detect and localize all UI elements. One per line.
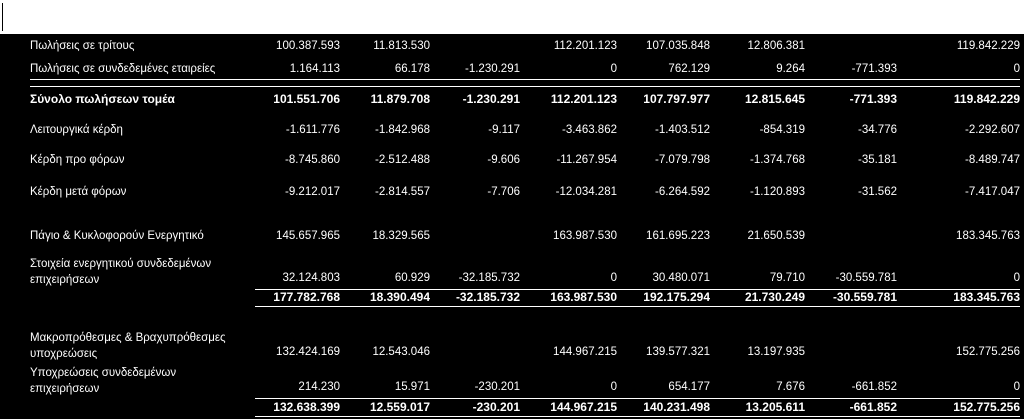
table-cell: 11.813.530 [373,40,430,52]
table-cell: -661.852 [851,381,897,393]
table-cell: 144.967.215 [553,346,617,358]
table-cell: 12.559.017 [369,400,430,414]
table-cell: 32.124.803 [282,272,340,284]
row-label: Λειτουργικά κέρδη [30,124,123,136]
underline-rule [30,86,1020,87]
table-row [0,92,1024,110]
table-row [0,230,1024,246]
table-cell: -1.120.893 [750,186,805,198]
table-cell: 183.345.763 [953,290,1020,304]
table-cell: 15.971 [394,381,430,393]
table-cell: 7.676 [776,381,805,393]
table-cell: 163.987.530 [550,290,617,304]
header-left-edge [2,3,3,31]
table-cell: -35.181 [857,154,897,166]
underline-rule [255,416,1020,417]
table-cell: 214.230 [298,381,340,393]
row-label: Σύνολο πωλήσεων τομέα [30,92,175,106]
table-cell: -8.745.860 [285,154,340,166]
row-label [30,365,176,397]
table-cell: 0 [1013,381,1020,393]
table-cell: 0 [1013,63,1020,75]
table-cell: 132.424.169 [276,346,340,358]
table-cell: 112.201.123 [553,40,617,52]
table-cell: -30.559.781 [835,272,897,284]
table-cell: -6.264.592 [655,186,710,198]
table-cell: 762.129 [668,63,710,75]
table-cell: -661.852 [849,400,897,414]
table-cell: 145.657.965 [276,230,340,242]
table-cell: -7.417.047 [965,186,1020,198]
table-cell: 13.205.611 [745,400,805,414]
table-cell: 192.175.294 [643,290,710,304]
row-label: Πωλήσεις σε συνδεδεμένες εταιρείες [30,63,216,75]
table-cell: -854.319 [759,124,805,136]
table-cell: 119.842.229 [953,92,1020,106]
table-cell: -30.559.781 [832,290,897,304]
table-cell: -2.512.488 [375,154,430,166]
table-cell: 1.164.113 [289,63,340,75]
table-cell: 18.329.565 [372,230,430,242]
table-cell: -771.393 [851,63,897,75]
table-cell: 9.264 [776,63,805,75]
table-cell: 183.345.763 [956,230,1020,242]
table-row [0,63,1024,79]
table-cell: 60.929 [394,272,430,284]
row-label-line-1: Υποχρεώσεις συνδεδεμένων [30,367,177,379]
table-row [0,290,1024,306]
row-label-line-2: υποχρεώσεις [30,348,98,360]
row-label-line-2: επιχειρήσεων [30,274,100,286]
table-cell: -1.842.968 [375,124,430,136]
table-cell: 107.035.848 [646,40,710,52]
table-cell: 161.695.223 [646,230,710,242]
table-cell: -230.201 [472,400,520,414]
table-cell: -7.079.798 [655,154,710,166]
underline-rule [30,79,1020,80]
table-cell: 119.842.229 [956,40,1020,52]
row-label-line-1: Στοιχεία ενεργητικού συνδεδεμένων [30,258,212,270]
table-row [0,40,1024,56]
table-row [0,186,1024,202]
table-cell: 654.177 [668,381,710,393]
table-row [0,330,1024,362]
table-row [0,400,1024,416]
row-label-line-2: επιχειρήσεων [30,383,100,395]
table-row [0,124,1024,140]
table-cell: -1.230.291 [465,63,520,75]
table-cell: -2.814.557 [375,186,430,198]
table-cell: -9.212.017 [285,186,340,198]
table-cell: 30.480.071 [652,272,710,284]
table-cell: 132.638.399 [273,400,340,414]
table-cell: -771.393 [849,92,897,106]
row-label: Κέρδη μετά φόρων [30,186,127,198]
row-label [30,256,211,288]
table-cell: 100.387.593 [276,40,340,52]
table-cell: 0 [610,381,617,393]
table-cell: 11.879.708 [370,92,430,106]
table-cell: 163.987.530 [553,230,617,242]
header-bar [0,0,1024,34]
row-label: Πωλήσεις σε τρίτους [30,40,135,52]
table-cell: -8.489.747 [965,154,1020,166]
table-cell: -1.230.291 [462,92,520,106]
table-cell: -32.185.732 [455,290,520,304]
table-cell: 0 [610,272,617,284]
table-cell: -230.201 [474,381,520,393]
table-cell: -3.463.862 [562,124,617,136]
table-row [0,365,1024,397]
table-cell: -9.606 [487,154,520,166]
row-label-line-1: Μακροπρόθεσμες & Βραχυπρόθεσμες [30,332,226,344]
table-cell: -1.611.776 [285,124,340,136]
row-label [30,330,226,362]
table-cell: 13.197.935 [747,346,805,358]
table-cell: 66.178 [394,63,430,75]
table-cell: 0 [610,63,617,75]
row-label: Πάγιο & Κυκλοφορούν Ενεργητικό [30,230,204,242]
underline-rule [255,289,1020,290]
table-cell: -1.374.768 [750,154,805,166]
table-cell: 177.782.768 [273,290,340,304]
table-cell: -2.292.607 [965,124,1020,136]
table-cell: 21.650.539 [747,230,805,242]
table-cell: 144.967.215 [550,400,617,414]
underline-rule [255,398,1020,399]
table-cell: 152.775.256 [953,400,1020,414]
table-cell: -31.562 [857,186,897,198]
table-cell: 107.797.977 [643,92,710,106]
table-cell: -7.706 [487,186,520,198]
table-cell: 21.730.249 [744,290,805,304]
table-cell: -9.117 [488,124,520,136]
table-cell: 152.775.256 [956,346,1020,358]
underline-rule [255,306,1020,307]
table-cell: 79.710 [769,272,805,284]
table-cell: 12.815.645 [744,92,805,106]
table-cell: 12.543.046 [372,346,430,358]
table-cell: -34.776 [857,124,897,136]
table-row [0,256,1024,288]
table-cell: -32.185.732 [458,272,520,284]
table-cell: 101.551.706 [273,92,340,106]
table-cell: 140.231.498 [643,400,710,414]
row-label: Κέρδη προ φόρων [30,154,125,166]
table-cell: 139.577.321 [646,346,710,358]
table-cell: 12.806.381 [747,40,805,52]
table-cell: 18.390.494 [369,290,430,304]
table-cell: 0 [1013,272,1020,284]
table-cell: -11.267.954 [556,154,617,166]
table-cell: -12.034.281 [555,186,617,198]
table-cell: 112.201.123 [550,92,617,106]
table-row [0,154,1024,170]
table-cell: -1.403.512 [655,124,710,136]
